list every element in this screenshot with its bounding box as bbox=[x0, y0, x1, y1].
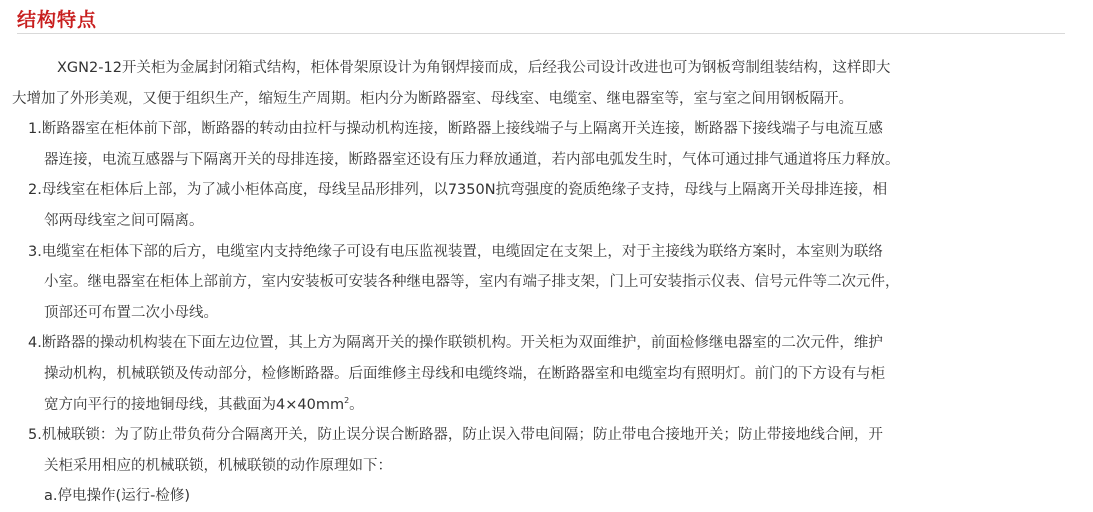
intro-line-2: 大增加了外形美观，又便于组织生产，缩短生产周期。柜内分为断路器室、母线室、电缆室、继电器室等，室与室之间用钢板隔开。 bbox=[12, 90, 853, 107]
superscript-2: 2 bbox=[344, 395, 350, 405]
sub-item-a: a.停电操作(运行-检修) bbox=[44, 488, 191, 505]
item-3-line-1: 3.电缆室在柜体下部的后方，电缆室内支持绝缘子可设有电压监视装置，电缆固定在支架上，对于主接线为联络方案时，本室则为联络 bbox=[28, 243, 883, 260]
title-divider bbox=[17, 33, 1065, 34]
item-4-line-1: 4.断路器的操动机构装在下面左边位置，其上方为隔离开关的操作联锁机构。开关柜为双面维护，前面检修继电器室的二次元件，维护 bbox=[28, 335, 883, 352]
section-title: 结构特点 bbox=[17, 9, 98, 31]
item-1-line-1: 1.断路器室在柜体前下部，断路器的转动由拉杆与操动机构连接，断路器上接线端子与上隔离开关连接，断路器下接线端子与电流互感 bbox=[28, 121, 883, 138]
item-4-line-3 bbox=[28, 390, 1068, 421]
item-3-line-3: 顶部还可布置二次小母线。 bbox=[44, 304, 218, 321]
content-body bbox=[12, 53, 1068, 512]
item-2-line-2: 邻两母线室之间可隔离。 bbox=[44, 212, 204, 229]
item-4-line-3-text: 宽方向平行的接地铜母线，其截面为4×40mm bbox=[44, 396, 345, 413]
item-4-line-2: 操动机构，机械联锁及传动部分，检修断路器。后面维修主母线和电缆终端，在断路器室和电缆室均有照明灯。前门的下方设有与柜 bbox=[44, 365, 885, 382]
item-5-line-1: 5.机械联锁：为了防止带负荷分合隔离开关，防止误分误合断路器，防止误入带电间隔；防止带电合接地开关；防止带接地线合闸，开 bbox=[28, 427, 883, 444]
intro-line-1: XGN2-12开关柜为金属封闭箱式结构，柜体骨架原设计为角钢焊接而成，后经我公司设计改进也可为钢板弯制组装结构，这样即大 bbox=[28, 60, 891, 76]
item-1-line-2: 器连接，电流互感器与下隔离开关的母排连接，断路器室还设有压力释放通道，若内部电弧发生时，气体可通过排气通道将压力释放。 bbox=[44, 151, 900, 168]
item-5-line-2: 关柜采用相应的机械联锁，机械联锁的动作原理如下： bbox=[44, 457, 392, 474]
item-3-line-2: 小室。继电器室在柜体上部前方，室内安装板可安装各种继电器等，室内有端子排支架，门上可安装指示仪表、信号元件等二次元件， bbox=[44, 274, 900, 291]
item-4-suffix: 。 bbox=[349, 396, 364, 413]
item-2-line-1: 2.母线室在柜体后上部，为了减小柜体高度，母线呈品形排列，以7350N抗弯强度的瓷质绝缘子支持，母线与上隔离开关母排连接，相 bbox=[28, 182, 888, 199]
